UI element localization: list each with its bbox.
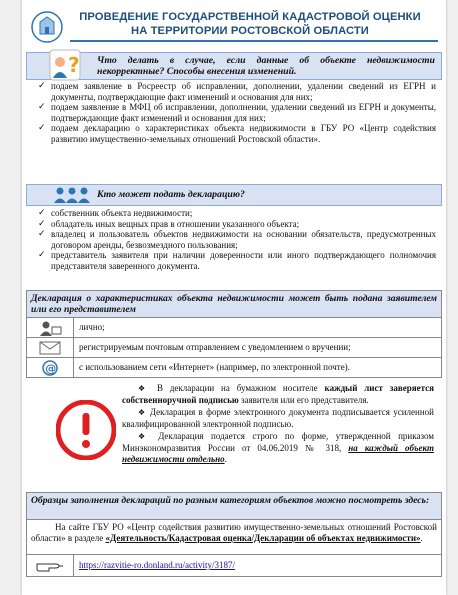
- diamond-bullet-icon: ❖: [138, 384, 157, 393]
- who-can-submit-list: [38, 208, 436, 272]
- table-row: [27, 357, 441, 378]
- rule-form: ❖ Декларация подается строго по форме, утвержденной приказом Минэкономразвития России от 04.06.2019 № 318, на каждый объект недвижимости отдельно.: [122, 431, 434, 464]
- section-header-incorrect-data: [26, 52, 442, 80]
- diamond-bullet-icon: ❖: [138, 432, 159, 442]
- method-label: с использованием сети «Интернет» (например, по электронной почте).: [79, 362, 350, 372]
- table-row: [27, 554, 441, 576]
- at-sign-icon: [42, 360, 58, 376]
- list-item: ✓ представитель заявителя при наличии доверенности или иного подтверждающего полномочия представителя заверенного документа.: [38, 250, 436, 271]
- samples-description: На сайте ГБУ РО «Центр содействия развитию имущественно-земельных отношений Ростовской области» в разделе «Деятельность/Кадастровая оценка/Декларации об объектах недвижимости».: [31, 522, 437, 543]
- table-row: [27, 337, 441, 358]
- question-person-icon: [48, 48, 82, 82]
- list-item: ✓ обладатель иных вещных прав в отношении указанного объекта;: [38, 219, 436, 230]
- page-title: ПРОВЕДЕНИЕ ГОСУДАРСТВЕННОЙ КАДАСТРОВОЙ ОЦЕНКИ НА ТЕРРИТОРИИ РОСТОВСКОЙ ОБЛАСТИ: [79, 11, 421, 37]
- list-item: ✓ подаем декларацию о характеристиках объекта недвижимости в ГБУ РО «Центр содействия развитию имущественно-земельных отношений Ростовской области».: [38, 123, 436, 144]
- envelope-icon: [39, 341, 61, 355]
- list-item: ✓ владелец и пользователь объектов недвижимости на основании обязательств, предусмотренных договором аренды, безвозмездного пользования;: [38, 229, 436, 250]
- table-header: [27, 493, 441, 520]
- samples-section-link[interactable]: «Деятельность/Кадастровая оценка/Декларации об объектах недвижимости»: [105, 532, 421, 543]
- list-item: ✓ подаем заявление в МФЦ об исправлении, дополнении, удалении сведений из ЕГРН и документы, подтверждающие факт изменений и основания для них;: [38, 102, 436, 123]
- emblem-icon: [30, 10, 64, 44]
- svg-text:@: @: [45, 362, 57, 375]
- method-label: регистрируемым почтовым отправлением с уведомлением о вручении;: [79, 342, 351, 352]
- list-item: ✓ подаем заявление в Росреестр об исправлении, дополнении, удалении сведений из ЕГРН и документы, подтверждающие факт изменений и основания для них;: [38, 81, 436, 102]
- table-title: Образцы заполнения деклараций по разным категориям объектов можно посмотреть здесь:: [31, 495, 430, 506]
- table-title: Декларация о характеристиках объекта недвижимости может быть подана заявителем или его представителем: [31, 293, 437, 315]
- samples-url-link[interactable]: https://razvitie-ro.donland.ru/activity/3187/: [79, 560, 235, 570]
- table-header: [27, 291, 441, 318]
- method-label: лично;: [79, 322, 105, 332]
- diamond-bullet-icon: ❖: [138, 408, 150, 418]
- section-title: Что делать в случае, если данные об объекте недвижимости некорректные? Способы внесения изменений.: [97, 55, 435, 77]
- declaration-methods-table: [26, 290, 442, 378]
- rule-paper: ❖ В декларации на бумажном носителе каждый лист заверяется собственноручной подписью заявителя или его представителя.: [122, 383, 435, 405]
- exclamation-warning-icon: [56, 400, 116, 460]
- table-row: [27, 317, 441, 338]
- document-page: [22, 0, 446, 595]
- title-underline: [70, 40, 438, 42]
- list-item: ✓ собственник объекта недвижимости;: [38, 208, 436, 219]
- person-icon: [37, 320, 63, 336]
- svg-text:?: ?: [68, 53, 80, 77]
- people-icon: [52, 186, 92, 204]
- declaration-rules: [122, 383, 434, 466]
- pointing-hand-icon: [35, 559, 65, 573]
- rule-electronic: ❖ Декларация в форме электронного документа подписывается усиленной квалифицированной электронной подписью.: [122, 407, 434, 429]
- incorrect-data-list: [38, 81, 436, 145]
- section-title: Кто может подать декларацию?: [97, 189, 245, 200]
- samples-table: [26, 492, 442, 577]
